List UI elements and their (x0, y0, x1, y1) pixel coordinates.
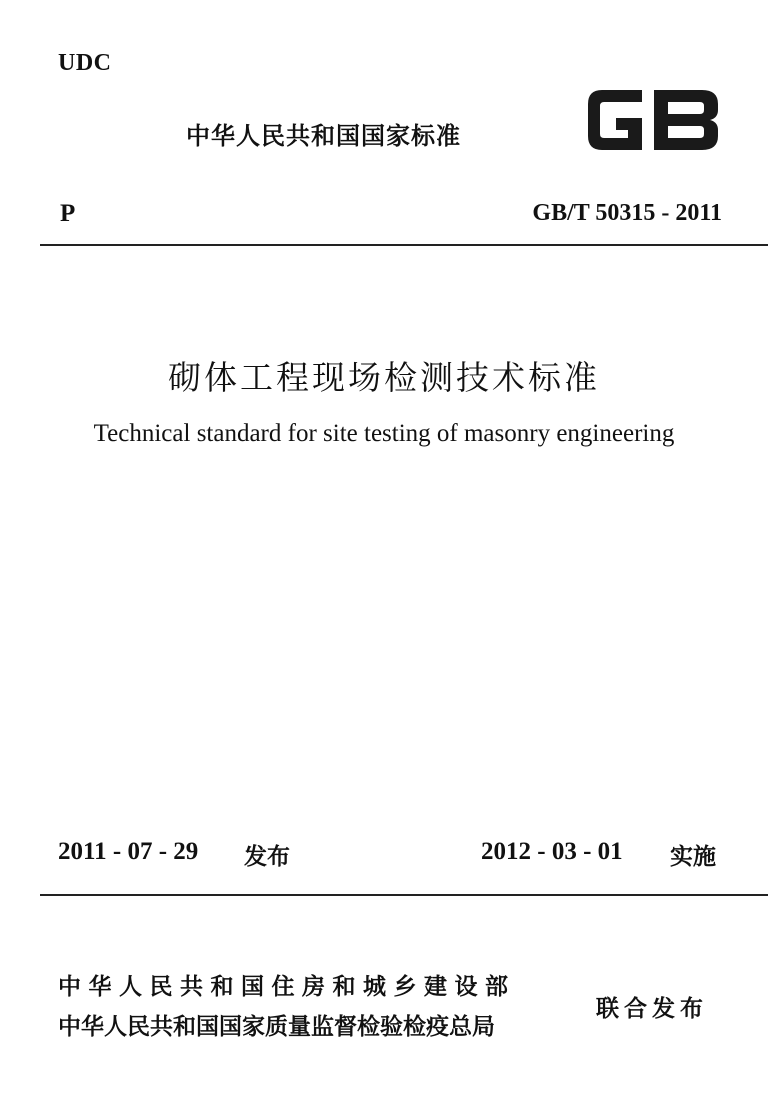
joint-issue-label: 联合发布 (596, 996, 708, 1022)
implement-date: 2012 - 03 - 01 (481, 838, 623, 865)
issue-label: 发布 (244, 844, 290, 870)
udc-label: UDC (58, 50, 112, 76)
issue-date: 2011 - 07 - 29 (58, 838, 199, 865)
publisher-aqsiq: 中华人民共和国国家质量监督检验检疫总局 (58, 1014, 495, 1040)
implement-label: 实施 (670, 844, 716, 870)
publisher-ministry-housing: 中华人民共和国住房和城乡建设部 (58, 974, 516, 1000)
gb-logo-icon (584, 84, 722, 156)
classification-code: P (60, 200, 76, 227)
title-chinese: 砌体工程现场检测技术标准 (168, 358, 600, 397)
header-divider (40, 244, 768, 246)
title-english: Technical standard for site testing of masonry engineering (93, 420, 675, 447)
footer-divider (40, 894, 768, 896)
standard-number: GB/T 50315 - 2011 (532, 200, 722, 226)
national-standard-heading: 中华人民共和国国家标准 (186, 122, 461, 150)
